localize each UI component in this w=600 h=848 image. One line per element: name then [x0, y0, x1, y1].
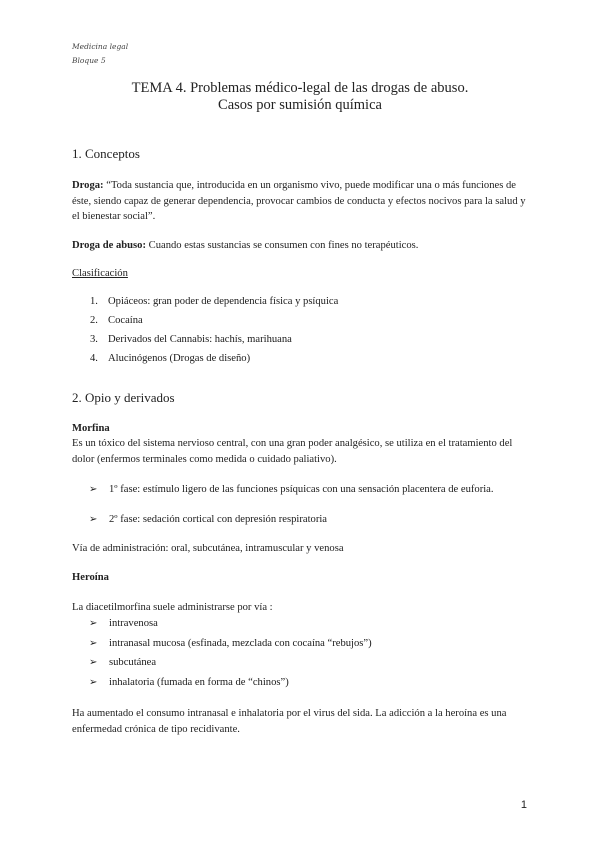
section-heading-opio: 2. Opio y derivados [72, 390, 175, 405]
arrow-bullet-icon: ➢ [89, 514, 98, 525]
list-item: 3. Derivados del Cannabis: hachís, marihuana [90, 334, 292, 345]
list-item: 2. Cocaína [90, 315, 143, 326]
page-number: 1 [520, 799, 527, 811]
page-header [72, 40, 128, 68]
clasificacion-heading: Clasificación [72, 268, 128, 279]
arrow-bullet-icon: ➢ [89, 484, 98, 495]
droga-abuso-text: Cuando estas sustancias se consumen con fines no terapéuticos. [145, 240, 419, 251]
arrow-bullet-icon: ➢ [89, 618, 98, 629]
droga-term: Droga: [72, 180, 104, 191]
document-title [0, 80, 600, 114]
arrow-bullet-icon: ➢ [89, 657, 98, 668]
heroina-final-paragraph: Ha aumentado el consumo intranasal e inhalatoria por el virus del sida. La adicción a la heroína es una enfermedad crónica de tipo recidivante. [72, 708, 507, 735]
droga-abuso-term: Droga de abuso: [72, 240, 146, 251]
list-item: 4. Alucinógenos (Drogas de diseño) [90, 353, 251, 364]
list-item: ➢ subcutánea [89, 653, 372, 673]
heroina-vias-list [89, 614, 372, 692]
title-line-1: TEMA 4. Problemas médico-legal de las drogas de abuso. [131, 80, 469, 96]
arrow-bullet-icon: ➢ [89, 676, 98, 688]
list-item: ➢ intranasal mucosa (esfinada, mezclada con cocaína “rebujos”) [89, 634, 372, 654]
via-administracion: Vía de administración: oral, subcutánea, intramuscular y venosa [72, 543, 344, 554]
list-item: 1. Opiáceos: gran poder de dependencia física y psíquica [90, 296, 339, 307]
section-heading-conceptos: 1. Conceptos [72, 146, 140, 161]
list-item: ➢ intravenosa [89, 614, 372, 634]
heroina-intro: La diacetilmorfina suele administrarse por vía : [72, 602, 273, 613]
fase-1-item: ➢ 1º fase: estímulo ligero de las funciones psíquicas con una sensación placentera de euforia. [89, 484, 494, 495]
header-subject: Medicina legal [72, 42, 129, 51]
droga-definition [72, 178, 532, 225]
droga-text: “Toda sustancia que, introducida en un organismo vivo, puede modificar una o más funciones de éste, siendo capaz de generar dependencia, provocar cambios de conducta y efectos nocivos para la salud y el bienestar social”. [72, 180, 526, 222]
droga-abuso-definition [72, 238, 532, 254]
morfina-text: Es un tóxico del sistema nervioso central, con una gran poder analgésico, se utiliza en el tratamiento del dolor (enfermos terminales como medida o cuidado paliativo). [72, 438, 513, 465]
header-block: Bloque 5 [72, 56, 106, 65]
list-item: ➢ inhalatoria (fumada en forma de “chinos”) [89, 673, 372, 693]
clasificacion-list [90, 292, 338, 368]
arrow-bullet-icon: ➢ [89, 637, 98, 649]
morfina-heading: Morfina [72, 423, 110, 434]
title-line-2: Casos por sumisión química [218, 97, 382, 113]
heroina-heading: Heroína [72, 572, 109, 583]
fase-2-item: ➢ 2º fase: sedación cortical con depresión respiratoria [89, 514, 328, 525]
